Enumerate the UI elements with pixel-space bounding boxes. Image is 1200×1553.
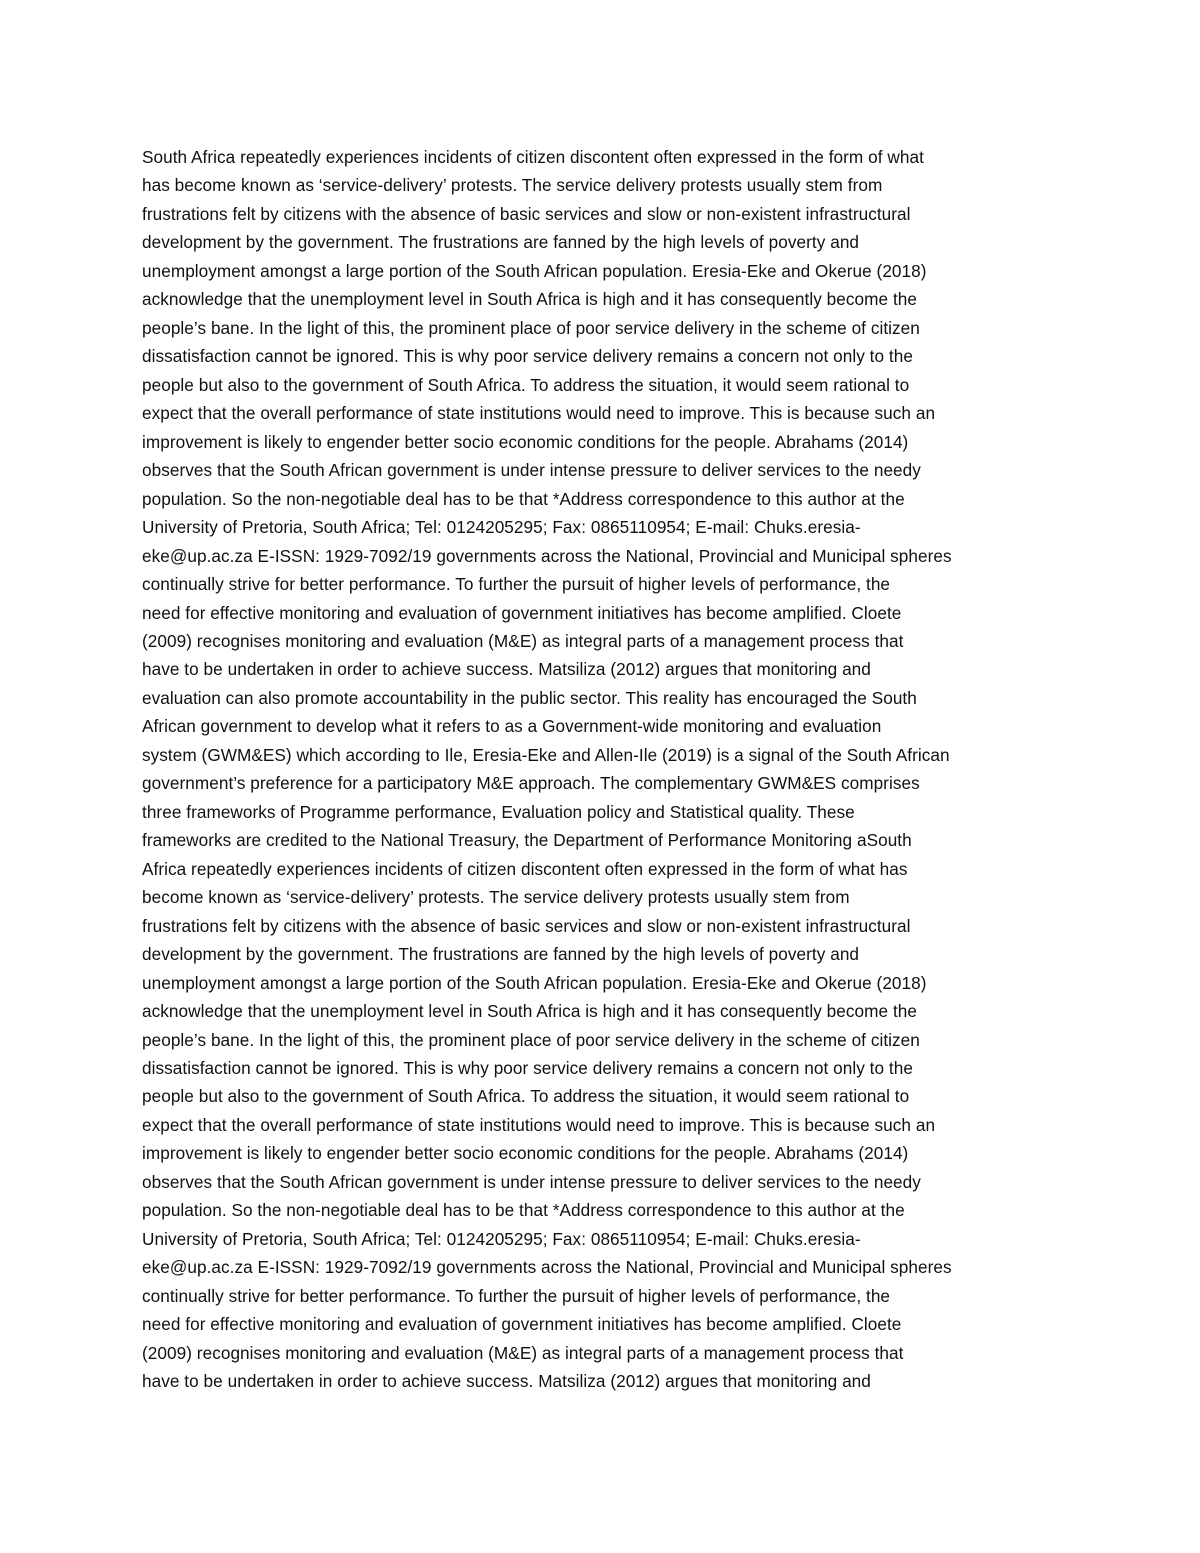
text-line: (2009) recognises monitoring and evaluation (M&E) as integral parts of a management process that (142, 1342, 904, 1363)
text-line: improvement is likely to engender better socio economic conditions for the people. Abrahams (2014) (142, 431, 909, 452)
text-line: (2009) recognises monitoring and evaluation (M&E) as integral parts of a management process that (142, 630, 904, 651)
text-line: acknowledge that the unemployment level in South Africa is high and it has consequently become the (142, 289, 917, 310)
text-line: acknowledge that the unemployment level in South Africa is high and it has consequently become the (142, 1001, 917, 1022)
text-line: development by the government. The frustrations are fanned by the high levels of poverty and (142, 944, 860, 965)
text-line: frameworks are credited to the National Treasury, the Department of Performance Monitoring aSouth (142, 830, 912, 851)
text-line: continually strive for better performance. To further the pursuit of higher levels of performance, the (142, 574, 891, 595)
text-line: people’s bane. In the light of this, the prominent place of poor service delivery in the scheme of citizen (142, 317, 920, 338)
text-line: eke@up.ac.za E-ISSN: 1929-7092/19 governments across the National, Provincial and Municipal spheres (142, 1257, 952, 1278)
text-line: Africa repeatedly experiences incidents of citizen discontent often expressed in the form of what has (142, 858, 908, 879)
text-line: people’s bane. In the light of this, the prominent place of poor service delivery in the scheme of citizen (142, 1029, 920, 1050)
text-line: dissatisfaction cannot be ignored. This is why poor service delivery remains a concern not only to the (142, 346, 913, 367)
text-line: has become known as ‘service-delivery’ protests. The service delivery protests usually stem from (142, 175, 883, 196)
text-line: need for effective monitoring and evaluation of government initiatives has become amplified. Cloete (142, 602, 902, 623)
text-line: evaluation can also promote accountability in the public sector. This reality has encouraged the South (142, 687, 917, 708)
text-line: frustrations felt by citizens with the absence of basic services and slow or non-existent infrastructural (142, 915, 911, 936)
text-line: have to be undertaken in order to achieve success. Matsiliza (2012) argues that monitoring and (142, 1371, 871, 1392)
text-line: unemployment amongst a large portion of the South African population. Eresia-Eke and Okerue (2018) (142, 972, 927, 993)
text-line: people but also to the government of South Africa. To address the situation, it would seem rational to (142, 1086, 910, 1107)
text-line: expect that the overall performance of state institutions would need to improve. This is because such an (142, 1114, 936, 1135)
text-line: become known as ‘service-delivery’ protests. The service delivery protests usually stem from (142, 887, 850, 908)
body-text (142, 143, 1082, 1396)
text-line: three frameworks of Programme performance, Evaluation policy and Statistical quality. These (142, 801, 855, 822)
text-line: University of Pretoria, South Africa; Tel: 0124205295; Fax: 0865110954; E-mail: Chuks.eresia- (142, 517, 861, 538)
text-line: population. So the non-negotiable deal has to be that *Address correspondence to this author at the (142, 488, 905, 509)
text-line: expect that the overall performance of state institutions would need to improve. This is because such an (142, 403, 936, 424)
text-line: frustrations felt by citizens with the absence of basic services and slow or non-existent infrastructural (142, 203, 911, 224)
text-line: government’s preference for a participatory M&E approach. The complementary GWM&ES comprises (142, 773, 920, 794)
text-line: population. So the non-negotiable deal has to be that *Address correspondence to this author at the (142, 1200, 905, 1221)
text-line: improvement is likely to engender better socio economic conditions for the people. Abrahams (2014) (142, 1143, 909, 1164)
text-line: dissatisfaction cannot be ignored. This is why poor service delivery remains a concern not only to the (142, 1058, 913, 1078)
text-line: system (GWM&ES) which according to Ile, Eresia-Eke and Allen-Ile (2019) is a signal of the South African (142, 744, 950, 765)
text-line: eke@up.ac.za E-ISSN: 1929-7092/19 governments across the National, Provincial and Municipal spheres (142, 545, 952, 566)
text-line: have to be undertaken in order to achieve success. Matsiliza (2012) argues that monitoring and (142, 659, 871, 680)
text-line: development by the government. The frustrations are fanned by the high levels of poverty and (142, 232, 860, 253)
text-line: African government to develop what it refers to as a Government-wide monitoring and evaluation (142, 716, 882, 737)
text-line: people but also to the government of South Africa. To address the situation, it would seem rational to (142, 374, 910, 395)
text-line: need for effective monitoring and evaluation of government initiatives has become amplified. Cloete (142, 1314, 902, 1335)
text-line: observes that the South African government is under intense pressure to deliver services to the needy (142, 1171, 921, 1192)
text-line: University of Pretoria, South Africa; Tel: 0124205295; Fax: 0865110954; E-mail: Chuks.eresia- (142, 1228, 861, 1249)
text-line: observes that the South African government is under intense pressure to deliver services to the needy (142, 460, 921, 481)
text-line: unemployment amongst a large portion of the South African population. Eresia-Eke and Okerue (2018) (142, 260, 927, 281)
text-line: South Africa repeatedly experiences incidents of citizen discontent often expressed in the form of what (142, 147, 924, 167)
text-line: continually strive for better performance. To further the pursuit of higher levels of performance, the (142, 1285, 891, 1306)
